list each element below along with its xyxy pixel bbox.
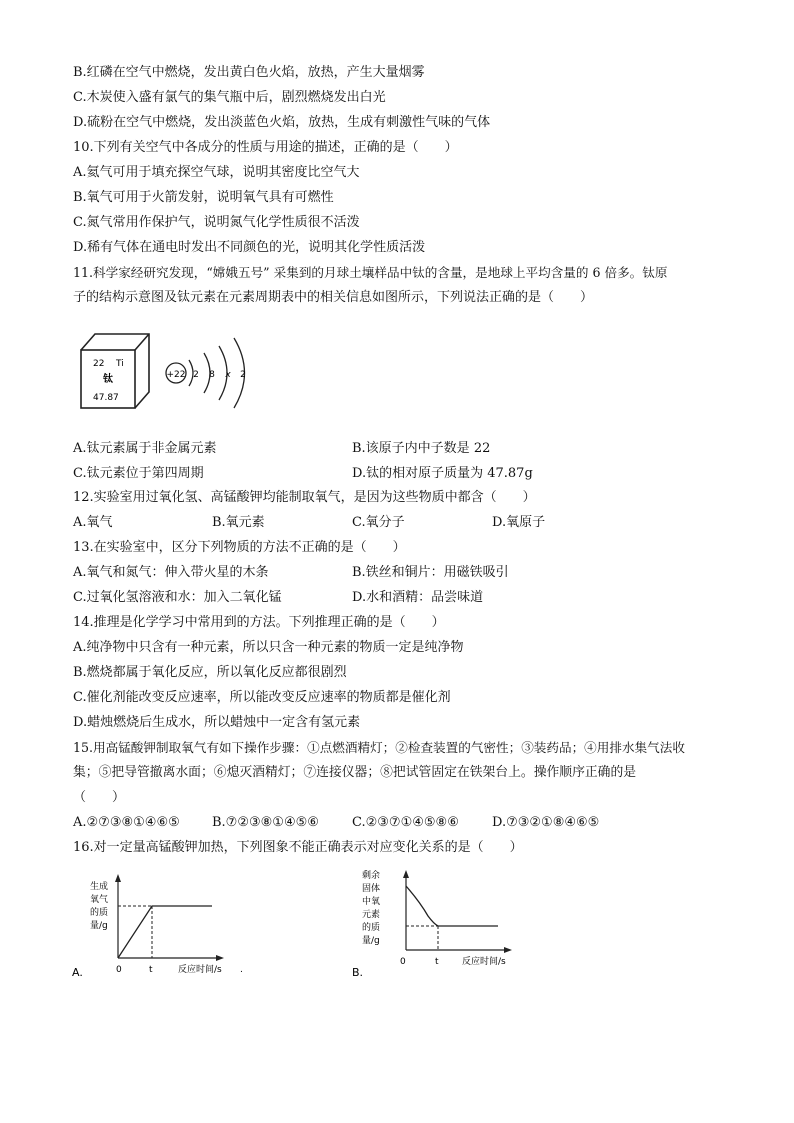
q10-option-b: B.氧气可用于火箭发射，说明氧气具有可燃性: [73, 190, 334, 205]
graph-a: [70, 872, 260, 982]
graph-a-ylabel-3: 的质: [90, 908, 109, 918]
q15-stem-line3: （ ）: [73, 790, 126, 805]
graph-a-y-arrow: [115, 874, 121, 882]
graph-a-origin: 0: [116, 965, 122, 975]
graph-a-trailing-dot: .: [240, 965, 243, 975]
element-symbol: Ti: [116, 359, 124, 369]
q15-option-a: A.②⑦③⑧①④⑥⑤: [73, 815, 180, 830]
q11-stem-line2: 子的结构示意图及钛元素在元素周期表中的相关信息如图所示，下列说法正确的是（ ）: [73, 290, 594, 305]
q11-option-d: D.钛的相对原子质量为 47.87g: [352, 466, 533, 481]
q14-stem: 14.推理是化学学习中常用到的方法。下列推理正确的是（ ）: [73, 615, 445, 630]
graph-b-x-arrow: [504, 947, 512, 953]
q9-option-c: C.木炭使入盛有氯气的集气瓶中后，剧烈燃烧发出白光: [73, 90, 386, 105]
q13-option-b: B.铁丝和铜片：用磁铁吸引: [352, 565, 509, 580]
q12-option-a: A.氧气: [73, 515, 113, 530]
q14-option-d: D.蜡烛燃烧后生成水，所以蜡烛中一定含有氢元素: [73, 715, 361, 730]
q14-option-c: C.催化剂能改变反应速率，所以能改变反应速率的物质都是催化剂: [73, 690, 451, 705]
shell-3-count: x: [225, 370, 231, 380]
q11-option-a: A.钛元素属于非金属元素: [73, 441, 217, 456]
graph-a-x-arrow: [216, 955, 224, 961]
graph-a-curve: [118, 906, 212, 958]
q9-option-b: B.红磷在空气中燃烧，发出黄白色火焰，放热，产生大量烟雾: [73, 65, 425, 80]
q10-option-c: C.氮气常用作保护气，说明氮气化学性质很不活泼: [73, 215, 360, 230]
titanium-figure: [75, 320, 255, 418]
graph-a-ylabel-4: 量/g: [90, 921, 108, 931]
q11-option-c: C.钛元素位于第四周期: [73, 466, 204, 481]
q12-option-d: D.氧原子: [492, 515, 546, 530]
q13-option-d: D.水和酒精：品尝味道: [352, 590, 484, 605]
graph-b-origin: 0: [400, 957, 406, 967]
graph-a-t: t: [149, 965, 153, 975]
q12-option-c: C.氧分子: [352, 515, 405, 530]
q15-option-b: B.⑦②③⑧①④⑤⑥: [212, 815, 319, 830]
q12-option-b: B.氧元素: [212, 515, 265, 530]
graph-b-ylabel-3: 中氧: [362, 897, 381, 907]
q14-option-b: B.燃烧都属于氧化反应，所以氧化反应都很剧烈: [73, 665, 347, 680]
q15-stem-line1: 15.用高锰酸钾制取氧气有如下操作步骤：①点燃酒精灯；②检查装置的气密性；③装药品；④用排水集气法收: [73, 740, 685, 755]
q13-stem: 13.在实验室中，区分下列物质的方法不正确的是（ ）: [73, 540, 406, 555]
q15-stem-line2: 集；⑤把导管撤离水面；⑥熄灭酒精灯；⑦连接仪器；⑧把试管固定在铁架台上。操作顺序正确的是: [73, 765, 637, 780]
q14-option-a: A.纯净物中只含有一种元素，所以只含一种元素的物质一定是纯净物: [73, 640, 464, 655]
graph-b-ylabel-5: 的质: [362, 923, 381, 933]
graph-b: [350, 866, 550, 982]
graph-b-label: B.: [352, 966, 364, 979]
graph-a-ylabel-2: 氧气: [90, 895, 109, 905]
graph-b-t: t: [435, 957, 439, 967]
graph-b-y-arrow: [403, 870, 409, 878]
atomic-mass: 47.87: [93, 393, 119, 403]
graph-a-xlabel: 反应时间/s: [178, 965, 222, 975]
q11-option-b: B.该原子内中子数是 22: [352, 441, 491, 456]
q16-stem: 16.对一定量高锰酸钾加热，下列图象不能正确表示对应变化关系的是（ ）: [73, 840, 523, 855]
shell-4-count: 2: [240, 370, 246, 380]
graph-b-xlabel: 反应时间/s: [462, 957, 506, 967]
q10-stem: 10.下列有关空气中各成分的性质与用途的描述，正确的是（ ）: [73, 140, 458, 155]
q13-option-a: A.氧气和氮气：伸入带火星的木条: [73, 565, 269, 580]
q10-option-a: A.氦气可用于填充探空气球，说明其密度比空气大: [73, 165, 360, 180]
graph-a-label: A.: [72, 966, 83, 979]
q12-stem: 12.实验室用过氧化氢、高锰酸钾均能制取氧气，是因为这些物质中都含（ ）: [73, 490, 536, 505]
nucleus-charge: +22: [166, 370, 186, 380]
q13-option-c: C.过氧化氢溶液和水：加入二氧化锰: [73, 590, 282, 605]
graph-b-ylabel-2: 固体: [362, 884, 381, 894]
q11-stem-line1: 11.科学家经研究发现，“嫦娥五号” 采集到的月球土壤样品中钛的含量，是地球上平均含量的 6 倍多。钛原: [73, 265, 668, 280]
graph-b-ylabel-1: 剩余: [362, 871, 381, 881]
periodic-table-cell: [81, 334, 149, 408]
atomic-number: 22: [93, 359, 105, 369]
q15-option-c: C.②③⑦①④⑤⑧⑥: [352, 815, 459, 830]
atomic-structure-diagram: [166, 338, 246, 408]
graph-b-ylabel-6: 量/g: [362, 936, 380, 946]
graph-b-curve: [406, 886, 498, 926]
q15-option-d: D.⑦③②①⑧④⑥⑤: [492, 815, 600, 830]
element-name: 钛: [103, 374, 113, 385]
shell-1-count: 2: [193, 370, 199, 380]
q9-option-d: D.硫粉在空气中燃烧，发出淡蓝色火焰，放热，生成有刺激性气味的气体: [73, 115, 491, 130]
graph-a-ylabel-1: 生成: [90, 882, 109, 892]
graph-b-ylabel-4: 元素: [362, 910, 381, 920]
shell-2-count: 8: [209, 370, 215, 380]
q10-option-d: D.稀有气体在通电时发出不同颜色的光，说明其化学性质活泼: [73, 240, 426, 255]
